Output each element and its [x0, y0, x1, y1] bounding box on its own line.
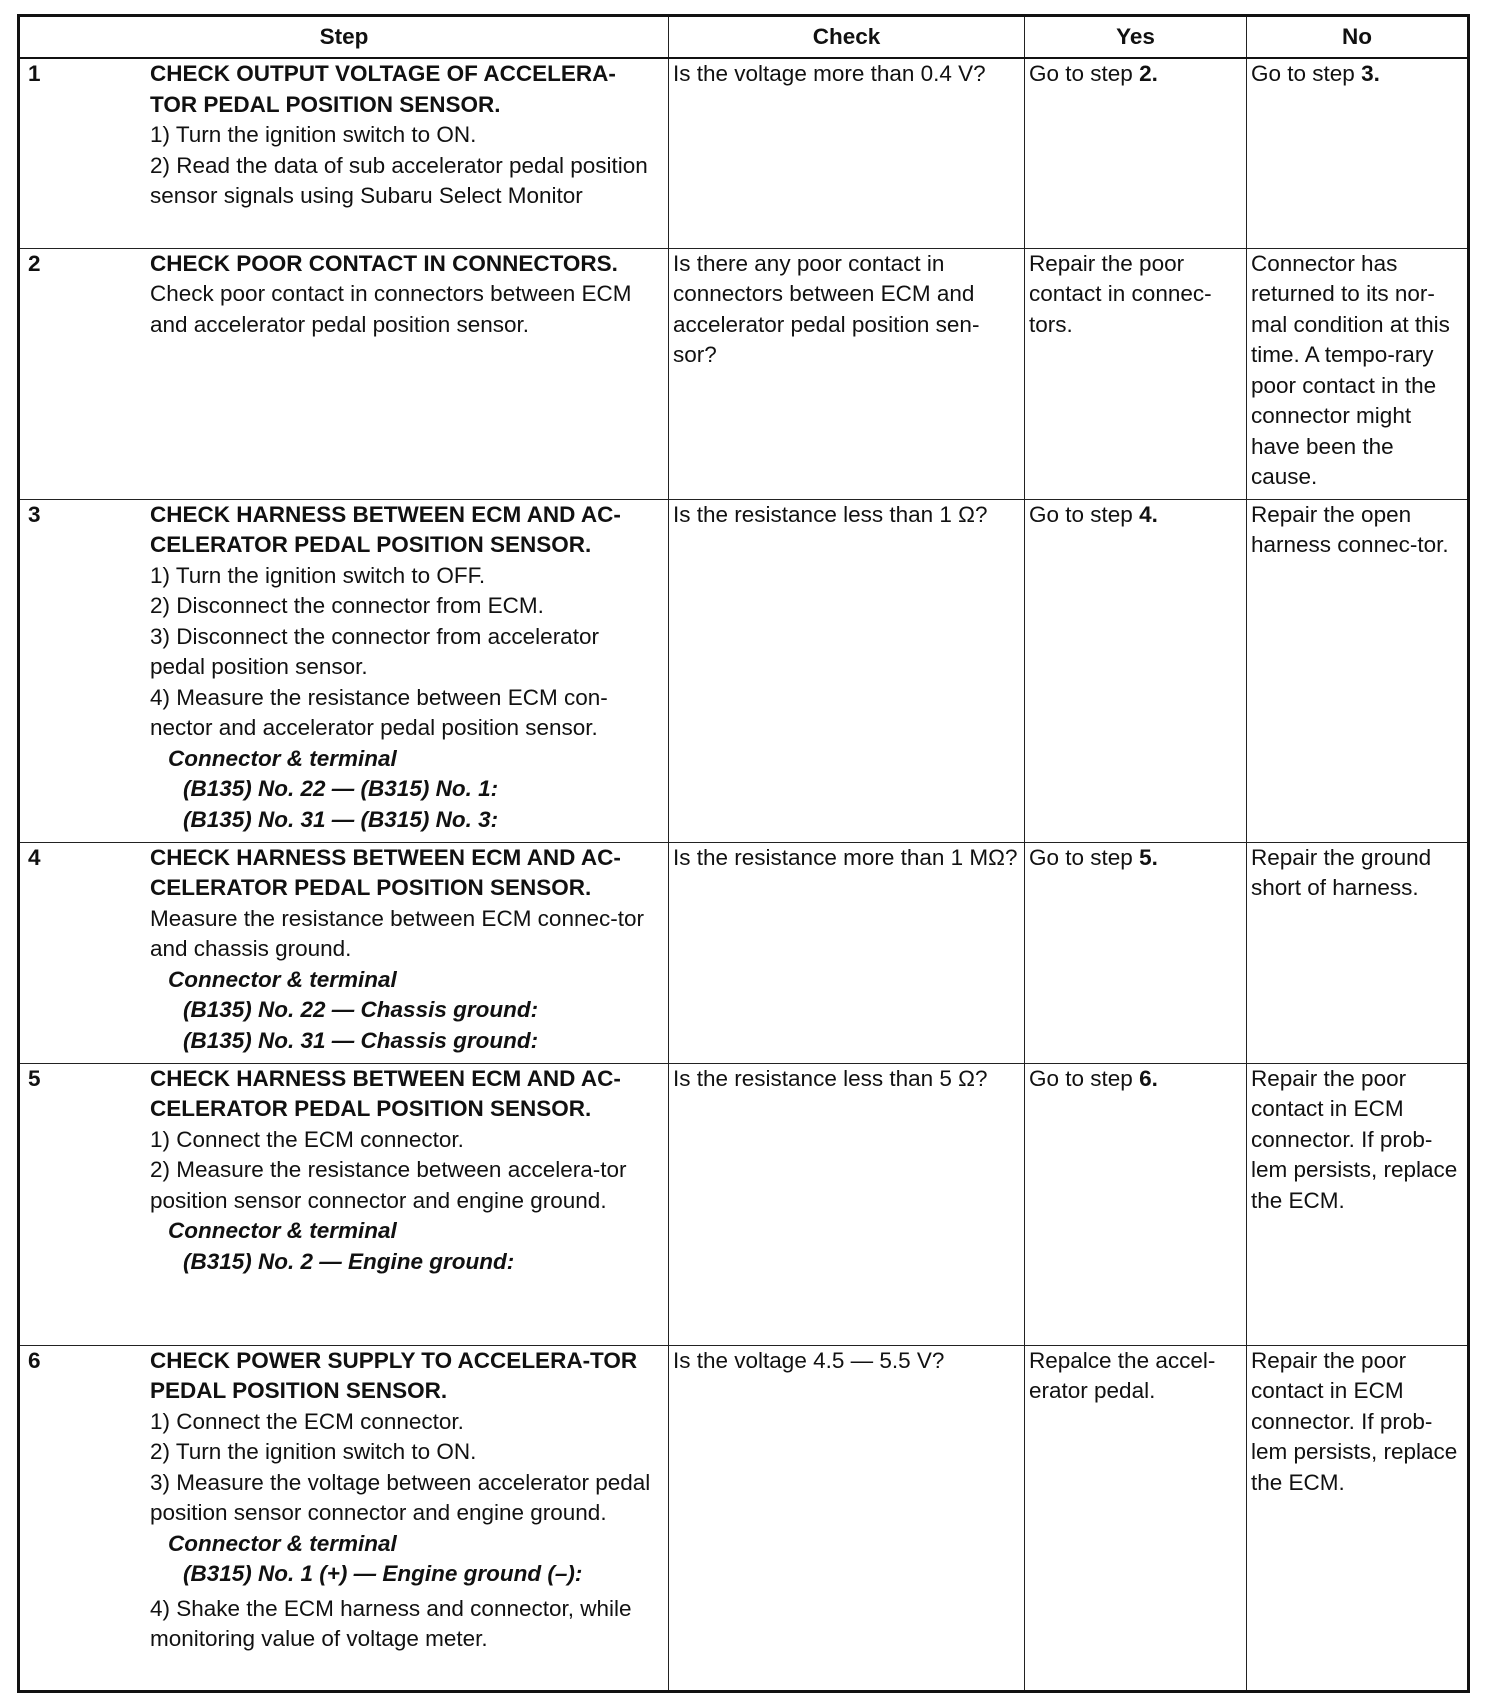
step-number: 5	[28, 1065, 41, 1091]
connector-terminal-spec: (B135) No. 22 — Chassis ground:	[183, 997, 539, 1022]
step-instruction: 2) Read the data of sub accelerator pedal position sensor signals using Subaru Select Monitor	[150, 152, 648, 208]
step-instruction: 2) Measure the resistance between accelera-tor position sensor connector and engine ground.	[150, 1157, 627, 1213]
step-instruction: 3) Disconnect the connector from accelerator pedal position sensor.	[150, 623, 599, 679]
yes-step-ref: 2.	[1139, 61, 1158, 86]
step-instruction: 1) Connect the ECM connector.	[150, 1126, 464, 1152]
connector-terminal-spec: (B315) No. 1 (+) — Engine ground (–):	[183, 1561, 583, 1586]
step-cell	[19, 248, 669, 499]
table-row	[19, 1063, 1469, 1345]
step-instruction: Check poor contact in connectors between ECM and accelerator pedal position sensor.	[150, 281, 632, 337]
yes-cell: Repair the poor contact in connec-tors.	[1025, 248, 1247, 499]
step-title: CHECK OUTPUT VOLTAGE OF ACCELERA-TOR PEDAL POSITION SENSOR.	[150, 61, 616, 117]
yes-cell: Repalce the accel-erator pedal.	[1025, 1345, 1247, 1691]
step-cell	[19, 1345, 669, 1691]
no-cell: Repair the poor contact in ECM connector. If prob-lem persists, replace the ECM.	[1247, 1345, 1469, 1691]
connector-terminal-spec: (B135) No. 22 — (B315) No. 1:	[183, 776, 499, 801]
check-cell: Is the resistance less than 1 Ω?	[669, 499, 1025, 842]
table-row	[19, 1345, 1469, 1691]
table-row	[19, 58, 1469, 248]
check-cell: Is the resistance more than 1 MΩ?	[669, 842, 1025, 1063]
connector-terminal-spec: (B135) No. 31 — Chassis ground:	[183, 1027, 539, 1053]
step-instruction: 3) Measure the voltage between accelerator pedal position sensor connector and engine ground.	[150, 1469, 651, 1525]
connector-terminal-label: Connector & terminal	[168, 1530, 397, 1556]
step-cell	[19, 499, 669, 842]
no-cell: Connector has returned to its nor-mal condition at this time. A tempo-rary poor contact in the connector might have been the cause.	[1247, 248, 1469, 499]
step-instruction: 1) Turn the ignition switch to OFF.	[150, 562, 486, 588]
check-cell: Is the resistance less than 5 Ω?	[669, 1063, 1025, 1345]
step-instruction: 1) Turn the ignition switch to ON.	[150, 122, 477, 147]
header-check: Check	[669, 16, 1025, 59]
yes-text: Go to step	[1029, 501, 1140, 527]
step-instruction: 1) Connect the ECM connector.	[150, 1408, 464, 1434]
yes-text: Go to step	[1029, 844, 1140, 870]
yes-cell	[1025, 1063, 1247, 1345]
step-instruction: 2) Turn the ignition switch to ON.	[150, 1439, 477, 1464]
step-title: CHECK HARNESS BETWEEN ECM AND AC-CELERATOR PEDAL POSITION SENSOR.	[150, 501, 621, 557]
no-step-ref: 3.	[1361, 61, 1380, 86]
connector-terminal-label: Connector & terminal	[168, 745, 397, 771]
step-title: CHECK POWER SUPPLY TO ACCELERA-TOR PEDAL POSITION SENSOR.	[150, 1347, 638, 1403]
step-cell	[19, 842, 669, 1063]
step-cell	[19, 1063, 669, 1345]
step-number: 2	[28, 250, 41, 276]
yes-cell	[1025, 842, 1247, 1063]
check-cell: Is there any poor contact in connectors between ECM and accelerator pedal position sen-sor?	[669, 248, 1025, 499]
step-instruction: 4) Shake the ECM harness and connector, while monitoring value of voltage meter.	[150, 1595, 632, 1651]
no-cell: Repair the ground short of harness.	[1247, 842, 1469, 1063]
step-cell	[19, 58, 669, 248]
header-no: No	[1247, 16, 1469, 59]
no-cell: Repair the open harness connec-tor.	[1247, 499, 1469, 842]
diagnostic-table	[17, 14, 1470, 1693]
step-title: CHECK HARNESS BETWEEN ECM AND AC-CELERATOR PEDAL POSITION SENSOR.	[150, 844, 621, 900]
table-row	[19, 842, 1469, 1063]
check-cell: Is the voltage 4.5 — 5.5 V?	[669, 1345, 1025, 1691]
step-number: 1	[28, 61, 41, 86]
step-number: 4	[28, 844, 41, 870]
step-number: 6	[28, 1347, 41, 1373]
step-instruction: 2) Disconnect the connector from ECM.	[150, 593, 544, 618]
yes-step-ref: 6.	[1139, 1065, 1158, 1091]
no-cell	[1247, 58, 1469, 248]
yes-text: Go to step	[1029, 61, 1140, 86]
yes-step-ref: 4.	[1139, 501, 1158, 527]
table-row	[19, 248, 1469, 499]
header-yes: Yes	[1025, 16, 1247, 59]
connector-terminal-spec: (B315) No. 2 — Engine ground:	[183, 1248, 515, 1274]
yes-text: Go to step	[1029, 1065, 1140, 1091]
diagnostic-procedure-page	[17, 14, 1467, 1693]
yes-cell	[1025, 499, 1247, 842]
connector-terminal-spec: (B135) No. 31 — (B315) No. 3:	[183, 806, 499, 832]
no-cell: Repair the poor contact in ECM connector. If prob-lem persists, replace the ECM.	[1247, 1063, 1469, 1345]
table-row	[19, 499, 1469, 842]
check-cell: Is the voltage more than 0.4 V?	[669, 58, 1025, 248]
no-text: Go to step	[1251, 61, 1362, 86]
yes-cell	[1025, 58, 1247, 248]
connector-terminal-label: Connector & terminal	[168, 1218, 397, 1243]
step-instruction: Measure the resistance between ECM connec-tor and chassis ground.	[150, 905, 644, 961]
step-title: CHECK HARNESS BETWEEN ECM AND AC-CELERATOR PEDAL POSITION SENSOR.	[150, 1065, 621, 1121]
step-title: CHECK POOR CONTACT IN CONNECTORS.	[150, 250, 618, 276]
connector-terminal-label: Connector & terminal	[168, 966, 397, 992]
step-instruction: 4) Measure the resistance between ECM con-nector and accelerator pedal position sensor.	[150, 684, 608, 740]
header-step: Step	[19, 16, 669, 59]
step-number: 3	[28, 501, 41, 527]
header-row	[19, 16, 1469, 59]
yes-step-ref: 5.	[1139, 844, 1158, 870]
